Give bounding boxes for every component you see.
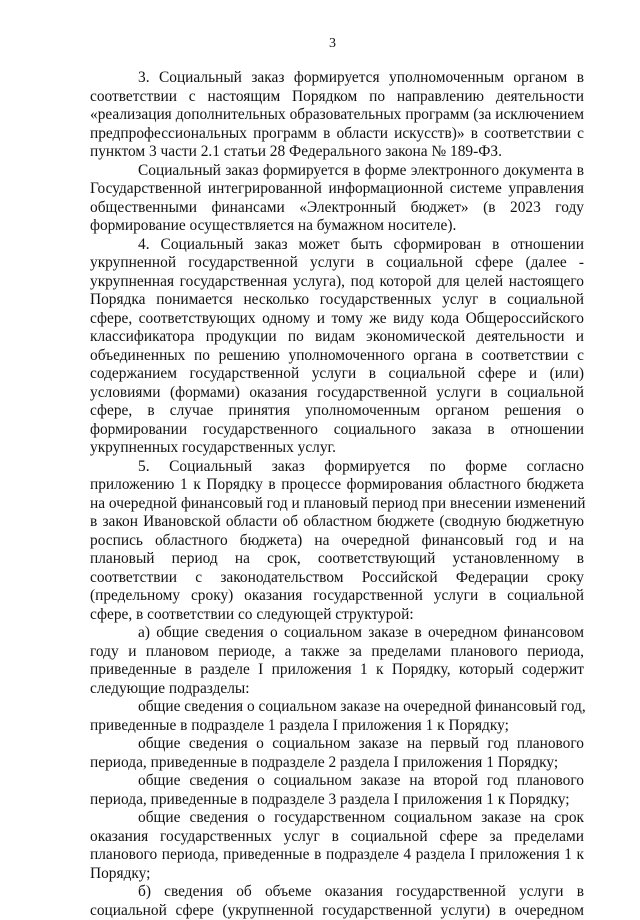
text-line: предпрофессиональных программ в области искусств)» в соответствии с [90, 125, 584, 144]
text-line: Государственной интегрированной информационной системе управления [90, 180, 584, 199]
paragraph-p3-sub-a3 [90, 772, 584, 809]
text-line: приведенные в подразделе 1 раздела I приложения 1 к Порядку; [90, 717, 584, 736]
paragraph-p3-item5 [90, 458, 584, 625]
document-body [90, 69, 584, 920]
text-line: приложению 1 к Порядку в процессе формирования областного бюджета [90, 476, 584, 495]
text-line: «реализация дополнительных образовательных программ (за исключением [90, 106, 584, 125]
text-line: формирование осуществляется на бумажном носителе). [90, 217, 584, 236]
text-line: пунктом 3 части 2.1 статьи 28 Федерального закона № 189-ФЗ. [90, 143, 584, 162]
paragraph-p3-item3 [90, 69, 584, 162]
text-line: социальной сфере (укрупненной государственной услуги) в очередном [90, 902, 584, 920]
paragraph-p3-sub-a2 [90, 735, 584, 772]
paragraph-p3-sub-a [90, 624, 584, 698]
text-line: а) общие сведения о социальном заказе в очередном финансовом [90, 624, 584, 643]
text-line: соответствии с настоящим Порядком по направлению деятельности [90, 88, 584, 107]
text-line: периода, приведенные в подразделе 2 раздела I приложения 1 Порядку; [90, 754, 584, 773]
text-line: содержанием государственной услуги в социальной сфере и (или) [90, 365, 584, 384]
text-line: условиями (формами) оказания государственной услуги в социальной [90, 384, 584, 403]
page-number: 3 [81, 36, 584, 52]
text-line: Социальный заказ формируется в форме электронного документа в [90, 162, 584, 181]
text-line: плановый период на срок, соответствующий установленному в [90, 550, 584, 569]
text-line: 3. Социальный заказ формируется уполномоченным органом в [90, 69, 584, 88]
text-line: оказания государственных услуг в социальной сфере за пределами [90, 828, 584, 847]
text-line: в закон Ивановской области об областном бюджете (сводную бюджетную [90, 513, 584, 532]
text-line: Порядка понимается несколько государственных услуг в социальной [90, 291, 584, 310]
text-line: периода, приведенные в подразделе 3 раздела I приложения 1 к Порядку; [90, 791, 584, 810]
text-line: классификатора продукции по видам экономической деятельности и [90, 328, 584, 347]
text-line: соответствии с законодательством Российской Федерации сроку [90, 569, 584, 588]
paragraph-p3-sub-a1 [90, 698, 584, 735]
text-line: 4. Социальный заказ может быть сформирован в отношении [90, 236, 584, 255]
text-line: планового периода, приведенные в подразделе 4 раздела I приложения 1 к [90, 846, 584, 865]
text-line: приведенные в разделе I приложения 1 к Порядку, который содержит [90, 661, 584, 680]
text-line: укрупненных государственных услуг. [90, 439, 584, 458]
text-line: общественными финансами «Электронный бюджет» (в 2023 году [90, 199, 584, 218]
text-line: укрупненной государственной услуги в социальной сфере (далее - [90, 254, 584, 273]
text-line: сфере, в случае принятия уполномоченным органом решения о [90, 402, 584, 421]
paragraph-p3-sub-b [90, 883, 584, 920]
text-line: общие сведения о государственном социальном заказе на срок [90, 809, 584, 828]
paragraph-p3-electronic [90, 162, 584, 236]
text-line: укрупненная государственная услуга), под которой для целей настоящего [90, 273, 584, 292]
text-line: сфере, соответствующих одному и тому же виду кода Общероссийского [90, 310, 584, 329]
text-line: году и плановом периоде, а также за пределами планового периода, [90, 643, 584, 662]
text-line: следующие подразделы: [90, 680, 584, 699]
text-line: Порядку; [90, 865, 584, 884]
paragraph-p3-sub-a4 [90, 809, 584, 883]
text-line: б) сведения об объеме оказания государственной услуги в [90, 883, 584, 902]
text-line: сфере, в соответствии со следующей структурой: [90, 606, 584, 625]
text-line: общие сведения о социальном заказе на первый год планового [90, 735, 584, 754]
text-line: общие сведения о социальном заказе на второй год планового [90, 772, 584, 791]
text-line: на очередной финансовый год и плановый период при внесении изменений [90, 495, 584, 514]
text-line: общие сведения о социальном заказе на очередной финансовый год, [90, 698, 584, 717]
text-line: (предельному сроку) оказания государственной услуги в социальной [90, 587, 584, 606]
text-line: 5. Социальный заказ формируется по форме согласно [90, 458, 584, 477]
text-line: формировании государственного социального заказа в отношении [90, 421, 584, 440]
text-line: объединенных по решению уполномоченного органа в соответствии с [90, 347, 584, 366]
paragraph-p3-item4 [90, 236, 584, 458]
text-line: роспись областного бюджета) на очередной финансовый год и на [90, 532, 584, 551]
